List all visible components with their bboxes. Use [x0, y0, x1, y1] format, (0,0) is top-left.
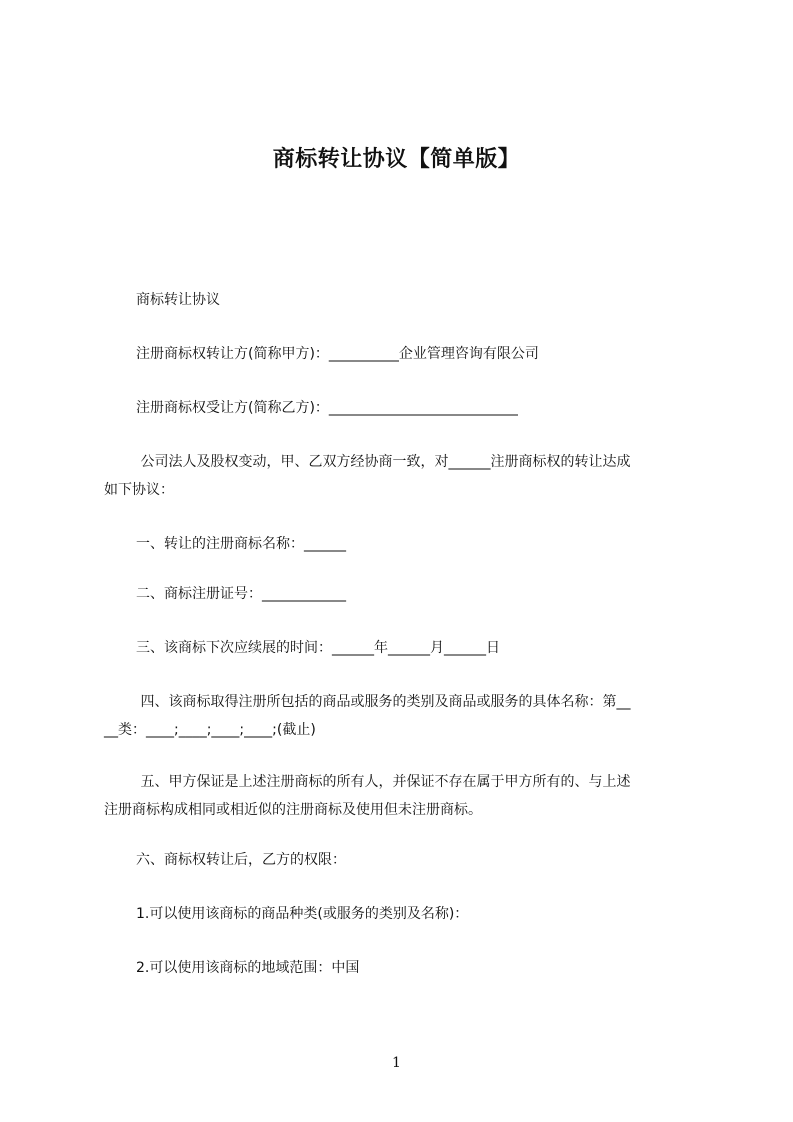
- clause-6-sub-2: 2.可以使用该商标的地域范围：中国: [136, 960, 360, 976]
- page-number: 1: [392, 1055, 401, 1071]
- party-b-line: 注册商标权受让方(简称乙方)：___________________________: [136, 400, 518, 416]
- clause-6-sub-1: 1.可以使用该商标的商品种类(或服务的类别及名称)：: [136, 906, 469, 922]
- clause-5-line-1: 五、甲方保证是上述注册商标的所有人，并保证不存在属于甲方所有的、与上述: [136, 774, 631, 790]
- clause-3: 三、该商标下次应续展的时间：______年______月______日: [136, 640, 500, 656]
- clause-6: 六、商标权转让后，乙方的权限：: [136, 852, 346, 868]
- clause-4-line-2: __类：____;____;____;____;(截止): [104, 722, 316, 738]
- clause-2: 二、商标注册证号：____________: [136, 586, 346, 602]
- agreement-heading: 商标转让协议: [136, 292, 220, 308]
- intro-paragraph-line-1: 公司法人及股权变动，甲、乙双方经协商一致，对______注册商标权的转让达成: [136, 454, 631, 470]
- clause-4-line-1: 四、该商标取得注册所包括的商品或服务的类别及商品或服务的具体名称：第__: [136, 694, 631, 710]
- clause-5-line-2: 注册商标构成相同或相近似的注册商标及使用但未注册商标。: [104, 802, 482, 818]
- clause-1: 一、转让的注册商标名称：______: [136, 536, 346, 552]
- document-title: 商标转让协议【简单版】: [272, 147, 521, 172]
- party-a-line: 注册商标权转让方(简称甲方)：__________企业管理咨询有限公司: [136, 346, 539, 362]
- intro-paragraph-line-2: 如下协议：: [104, 482, 174, 498]
